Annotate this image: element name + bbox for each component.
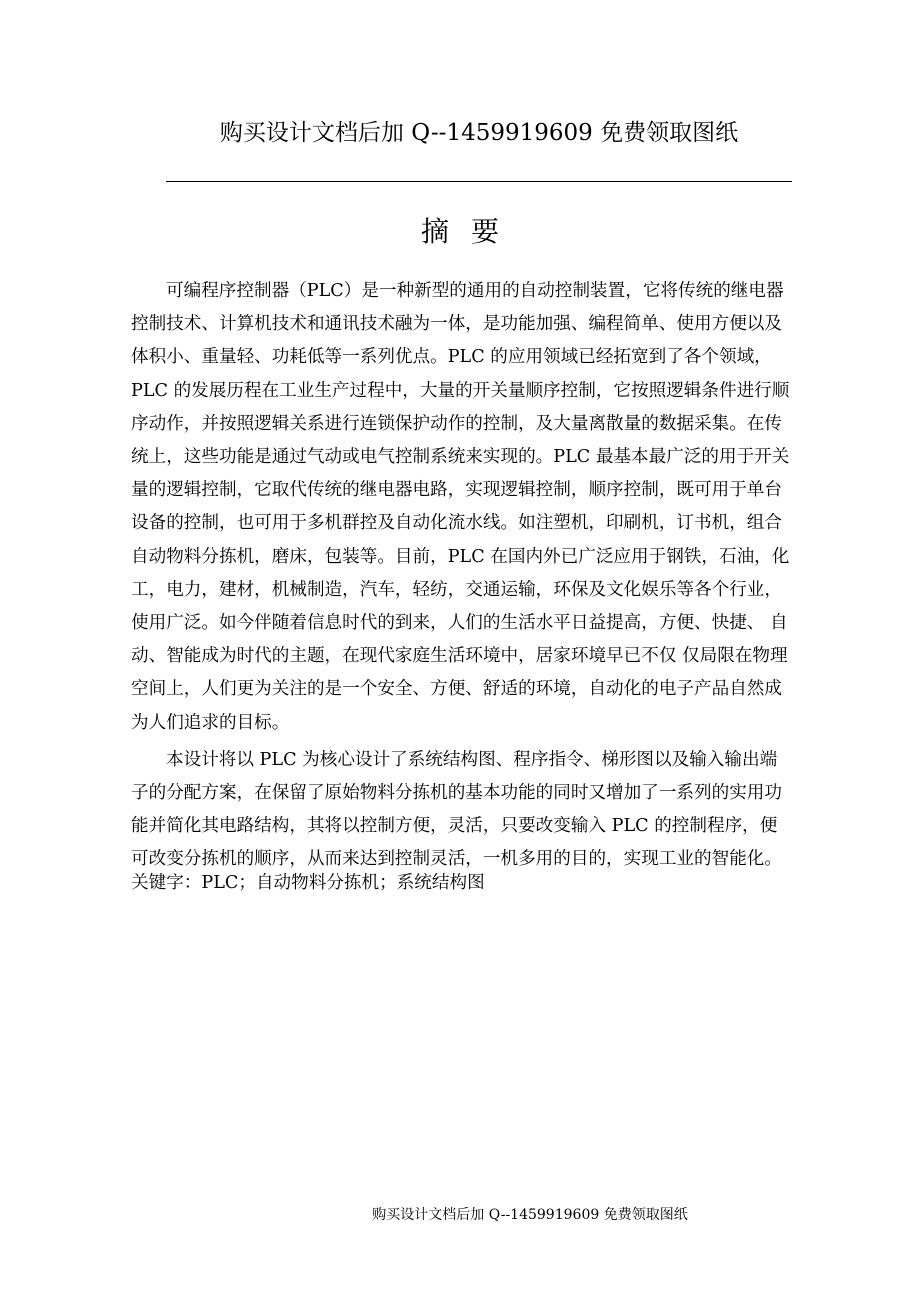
page-footer-notice: 购买设计文档后加 Q--1459919609 免费领取图纸: [372, 1207, 688, 1223]
abstract-title: 摘要: [420, 215, 521, 248]
keywords-line: 关键字：PLC；自动物料分拣机；系统结构图: [131, 873, 485, 893]
abstract-paragraph-2: 本设计将以 PLC 为核心设计了系统结构图、程序指令、梯形图以及输入输出端子的分配方案，在保留了原始物料分拣机的基本功能的同时又增加了一系列的实用功能并简化其电路结构，其将以控制方便，灵活，只要改变输入 PLC 的控制程序，便可改变分拣机的顺序，从而来达到控制灵活，一机多用的目的，实现工业的智能化。: [131, 749, 782, 870]
abstract-paragraph-1: 可编程序控制器（PLC）是一种新型的通用的自动控制装置，它将传统的继电器控制技术、计算机技术和通讯技术融为一体，是功能加强、编程简单、使用方便以及体积小、重量轻、功耗低等一系列优点。PLC 的应用领域已经拓宽到了各个领域，PLC 的发展历程在工业生产过程中，大量的开关量顺序控制，它按照逻辑条件进行顺序动作，并按照逻辑关系进行连锁保护动作的控制，及大量离散量的数据采集。在传统上，这些功能是通过气动或电气控制系统来实现的。PLC 最基本最广泛的用于开关量的逻辑控制，它取代传统的继电器电路，实现逻辑控制，顺序控制，既可用于单台设备的控制，也可用于多机群控及自动化流水线。如注塑机，印刷机，订书机，组合自动物料分拣机，磨床，包装等。目前，PLC 在国内外已广泛应用于钢铁，石油，化工，电力，建材，机械制造，汽车，轻纺，交通运输，环保及文化娱乐等各个行业，使用广泛。如今伴随着信息时代的到来，人们的生活水平日益提高，方便、快捷、 自动、智能成为时代的主题，在现代家庭生活环境中，居家环境早已不仅 仅局限在物理空间上，人们更为关注的是一个安全、方便、舒适的环境，自动化的电子产品自然成为人们追求的目标。: [131, 281, 790, 733]
header-divider: [166, 181, 792, 182]
abstract-body: [131, 275, 791, 877]
page-header-notice: 购买设计文档后加 Q--1459919609 免费领取图纸: [219, 120, 739, 146]
